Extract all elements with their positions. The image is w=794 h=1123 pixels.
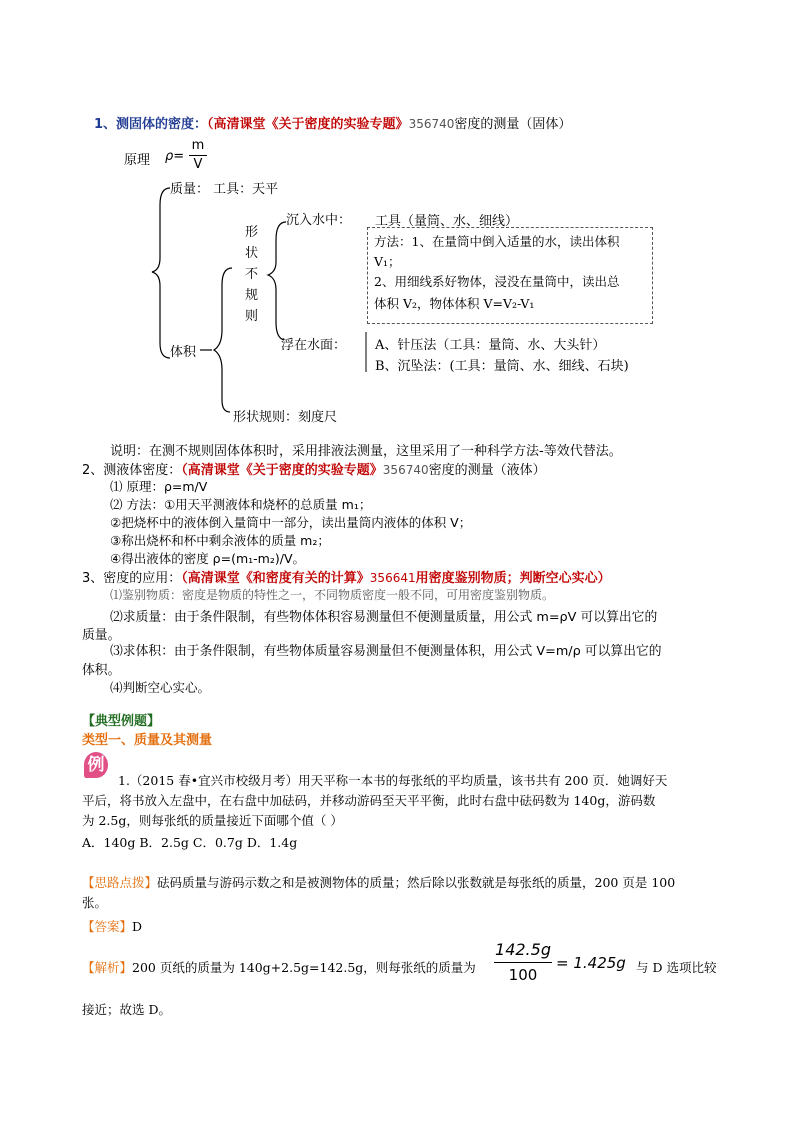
section1-link-prefix[interactable]: （高清课堂《关于密度的实验专题》	[207, 117, 409, 132]
tree-mass: 质量： 工具：天平	[170, 182, 279, 197]
tree-irregular	[245, 222, 259, 327]
tree-sink-tools: 工具（量筒、水、细线）	[375, 214, 519, 229]
irregular-char: 则	[245, 309, 259, 324]
analysis-label: 【解析】	[82, 960, 133, 975]
tree-float: 浮在水面：	[281, 338, 347, 353]
hint-text-cont: 张。	[82, 895, 108, 910]
answer-value: D	[132, 919, 143, 934]
hint-label: 【思路点拨】	[82, 875, 158, 890]
example-type1: 类型一、质量及其测量	[82, 733, 213, 748]
tree-float-b: B、沉坠法：(工具：量筒、水、细线、石块)	[375, 359, 629, 374]
tree-volume: 体积	[170, 345, 197, 360]
principle-numerator: m	[191, 138, 205, 153]
answer-label: 【答案】	[82, 919, 133, 934]
question1-options: A．140g B．2.5g C．0.7g D．1.4g	[82, 835, 298, 850]
example-badge-icon: 例	[84, 752, 108, 778]
section2-heading	[82, 459, 546, 478]
analysis-frac-bar	[494, 962, 552, 963]
section3-item2-cont: 质量。	[82, 628, 121, 643]
principle-rho: ρ=	[165, 149, 185, 164]
method-line1b: V₁；	[374, 254, 401, 269]
section2-item: ④得出液体的密度 ρ=(m₁-m₂)/V。	[110, 551, 305, 566]
section1-title: 1、测固体的密度：	[94, 117, 208, 132]
section3-heading	[82, 567, 611, 586]
tree-sink: 沉入水中：	[286, 213, 352, 228]
tree-regular: 形状规则：刻度尺	[233, 410, 338, 425]
method-line2: 2、用细线系好物体，浸没在量筒中，读出总	[374, 274, 620, 289]
tree-float-a: A、针压法（工具：量筒、水、大头针）	[375, 338, 606, 353]
question1-line2: 平后，将书放入左盘中，在右盘中加砝码，并移动游码至天平平衡，此时右盘中砝码数为 140g，游码数	[82, 793, 656, 808]
section3-title: 3、密度的应用：	[82, 571, 182, 586]
analysis-line	[82, 958, 476, 976]
method-line3: 体积 V₂，物体体积 V=V₂-V₁	[374, 296, 535, 311]
principle-denominator: V	[193, 157, 203, 172]
section3-item4: ⑷判断空心实心。	[110, 680, 211, 695]
hint-text: 砝码质量与游码示数之和是被测物体的质量；然后除以张数就是每张纸的质量，200 页是 100	[157, 875, 676, 890]
irregular-char: 不	[245, 267, 259, 282]
question1-line3: 为 2.5g，则每张纸的质量接近下面哪个值（ ）	[82, 813, 343, 828]
note-text: 说明：在测不规则固体体积时，采用排液法测量，这里采用了一种科学方法-等效代替法。	[110, 444, 622, 459]
irregular-char: 形	[245, 225, 259, 240]
section3-link-code: 356641	[369, 571, 416, 585]
examples-header: 【典型例题】	[82, 714, 161, 729]
section1-link-code: 356740	[408, 117, 455, 131]
section2-title: 2、测液体密度：	[82, 463, 182, 478]
section2-link-prefix[interactable]: （高清课堂《关于密度的实验专题》	[181, 463, 383, 478]
hint-line	[82, 873, 675, 891]
section3-link-prefix[interactable]: （高清课堂《和密度有关的计算》	[181, 571, 370, 586]
section2-item: ⑴ 原理：ρ=m/V	[110, 479, 208, 494]
analysis-frac-numerator: 142.5g	[495, 940, 551, 959]
analysis-end: 接近；故选 D。	[82, 1002, 171, 1017]
method-line1: 方法：1、在量筒中倒入适量的水，读出体积	[374, 234, 620, 249]
question1-line1: 1.（2015 春•宜兴市校级月考）用天平称一本书的每张纸的平均质量，该书共有 200 页．她调好天	[118, 773, 668, 788]
section2-item: ③称出烧杯和杯中剩余液体的质量 m₂；	[110, 533, 330, 548]
section3-item2: ⑵求质量：由于条件限制，有些物体体积容易测量但不便测量质量，用公式 m=ρV 可以算出它的	[110, 610, 658, 625]
section2-item: ②把烧杯中的液体倒入量筒中一部分，读出量筒内液体的体积 V；	[110, 515, 472, 530]
section2-link-suffix: 密度的测量（液体）	[428, 463, 546, 478]
section3-link-suffix: 用密度鉴别物质；判断空心实心）	[415, 571, 611, 586]
section2-link-code: 356740	[382, 463, 429, 477]
section3-item3: ⑶求体积：由于条件限制，有些物体质量容易测量但不便测量体积，用公式 V=m/ρ 可以算出它的	[110, 644, 662, 659]
analysis-tail: 与 D 选项比较	[636, 960, 717, 975]
section3-item3-cont: 体积。	[82, 663, 121, 678]
section3-item1: ⑴鉴别物质：密度是物质的特性之一，不同物质密度一般不同，可用密度鉴别物质。	[110, 588, 555, 602]
irregular-char: 状	[245, 246, 259, 261]
analysis-text: 200 页纸的质量为 140g+2.5g=142.5g，则每张纸的质量为	[132, 960, 476, 975]
principle-label: 原理	[124, 153, 151, 168]
analysis-frac-denominator: 100	[508, 966, 538, 984]
answer-line	[82, 917, 142, 935]
section1-link-suffix: 密度的测量（固体）	[454, 117, 572, 132]
irregular-char: 规	[245, 288, 259, 303]
section2-item: ⑵ 方法：①用天平测液体和烧杯的总质量 m₁；	[110, 497, 372, 512]
analysis-frac-result: = 1.425g	[556, 954, 626, 972]
